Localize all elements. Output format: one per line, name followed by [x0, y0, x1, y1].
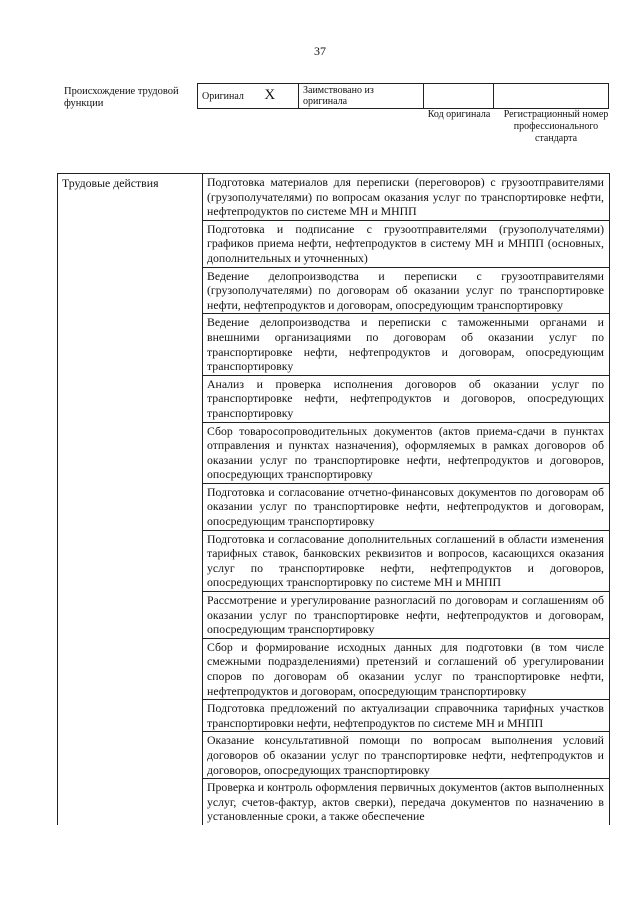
action-text: Подготовка материалов для переписки (переговоров) с грузоотправителями (грузополучателями) по вопросам оказания услуг по транспортировке нефти, нефтепродуктов по системе МН и МНПП — [203, 174, 610, 221]
code-cell — [424, 84, 494, 109]
original-mark: X — [264, 87, 276, 103]
reg-number-cell — [494, 84, 609, 109]
action-text: Проверка и контроль оформления первичных документов (актов выполненных услуг, счетов-фактур, актов сверки), передача документов по назначению в установленные сроки, а также обеспечение — [203, 779, 610, 825]
action-row — [58, 174, 610, 221]
labor-actions-table — [57, 173, 610, 825]
action-text: Рассмотрение и урегулирование разногласий по договорам и соглашениям об оказании услуг по транспортировке нефти, нефтепродуктов и договорам, опосредующим транспортировку — [203, 592, 610, 639]
action-text: Подготовка и подписание с грузоотправителями (грузополучателями) графиков приема нефти, нефтепродуктов в систему МН и МНПП (основных, дополнительных и уточненных) — [203, 220, 610, 267]
origin-table — [197, 83, 609, 109]
original-label: Оригинал — [202, 91, 244, 102]
action-text: Подготовка и согласование дополнительных соглашений в области изменения тарифных ставок, банковских реквизитов и вопросов, касающихся оказания услуг по транспортировке нефти, нефтепродуктов и договоров, опосредующих транспортировку по системе МН и МНПП — [203, 530, 610, 591]
action-text: Сбор и формирование исходных данных для подготовки (в том числе смежными подразделениями) претензий и соглашений об урегулировании споров по договорам об оказании услуг по транспортировке нефти, нефтепродуктов и договорам, опосредующим транспортировку — [203, 638, 610, 699]
action-text: Сбор товаросопроводительных документов (актов приема-сдачи в пунктах отправления и пунктах назначения), оформляемых в рамках договоров об оказании услуг по транспортировке нефти, нефтепродуктов и договоров, опосредующих транспортировку — [203, 422, 610, 483]
original-cell — [198, 84, 299, 109]
page-number: 37 — [314, 44, 326, 58]
code-caption: Код оригинала — [427, 109, 491, 120]
action-text: Ведение делопроизводства и переписки с таможенными органами и внешними организациями по договорам об оказании услуг по транспортировке нефти, нефтепродуктов и договорам, опосредующим транспортировку — [203, 314, 610, 375]
reg-caption: Регистрационный номер профессионального стандарта — [503, 109, 609, 144]
action-text: Анализ и проверка исполнения договоров об оказании услуг по транспортировке нефти, нефтепродуктов и договоров, опосредующих транспортировку — [203, 375, 610, 422]
action-text: Ведение делопроизводства и переписки с грузоотправителями (грузополучателями) по договорам об оказании услуг по транспортировке нефти, нефтепродуктов и договорам, опосредующим транспортировку — [203, 267, 610, 314]
action-text: Подготовка предложений по актуализации справочника тарифных участков транспортировки нефти, нефтепродуктов по системе МН и МНПП — [203, 700, 610, 732]
borrowed-cell: Заимствовано из оригинала — [299, 84, 424, 109]
section-title: Трудовые действия — [58, 174, 203, 825]
action-text: Подготовка и согласование отчетно-финансовых документов по договорам об оказании услуг по транспортировке нефти, нефтепродуктов и договорам, опосредующим транспортировку — [203, 483, 610, 530]
origin-label: Происхождение трудовой функции — [64, 86, 179, 109]
action-text: Оказание консультативной помощи по вопросам выполнения условий договоров об оказании услуг по транспортировке нефти, нефтепродуктов и договоров, опосредующих транспортировку — [203, 732, 610, 779]
